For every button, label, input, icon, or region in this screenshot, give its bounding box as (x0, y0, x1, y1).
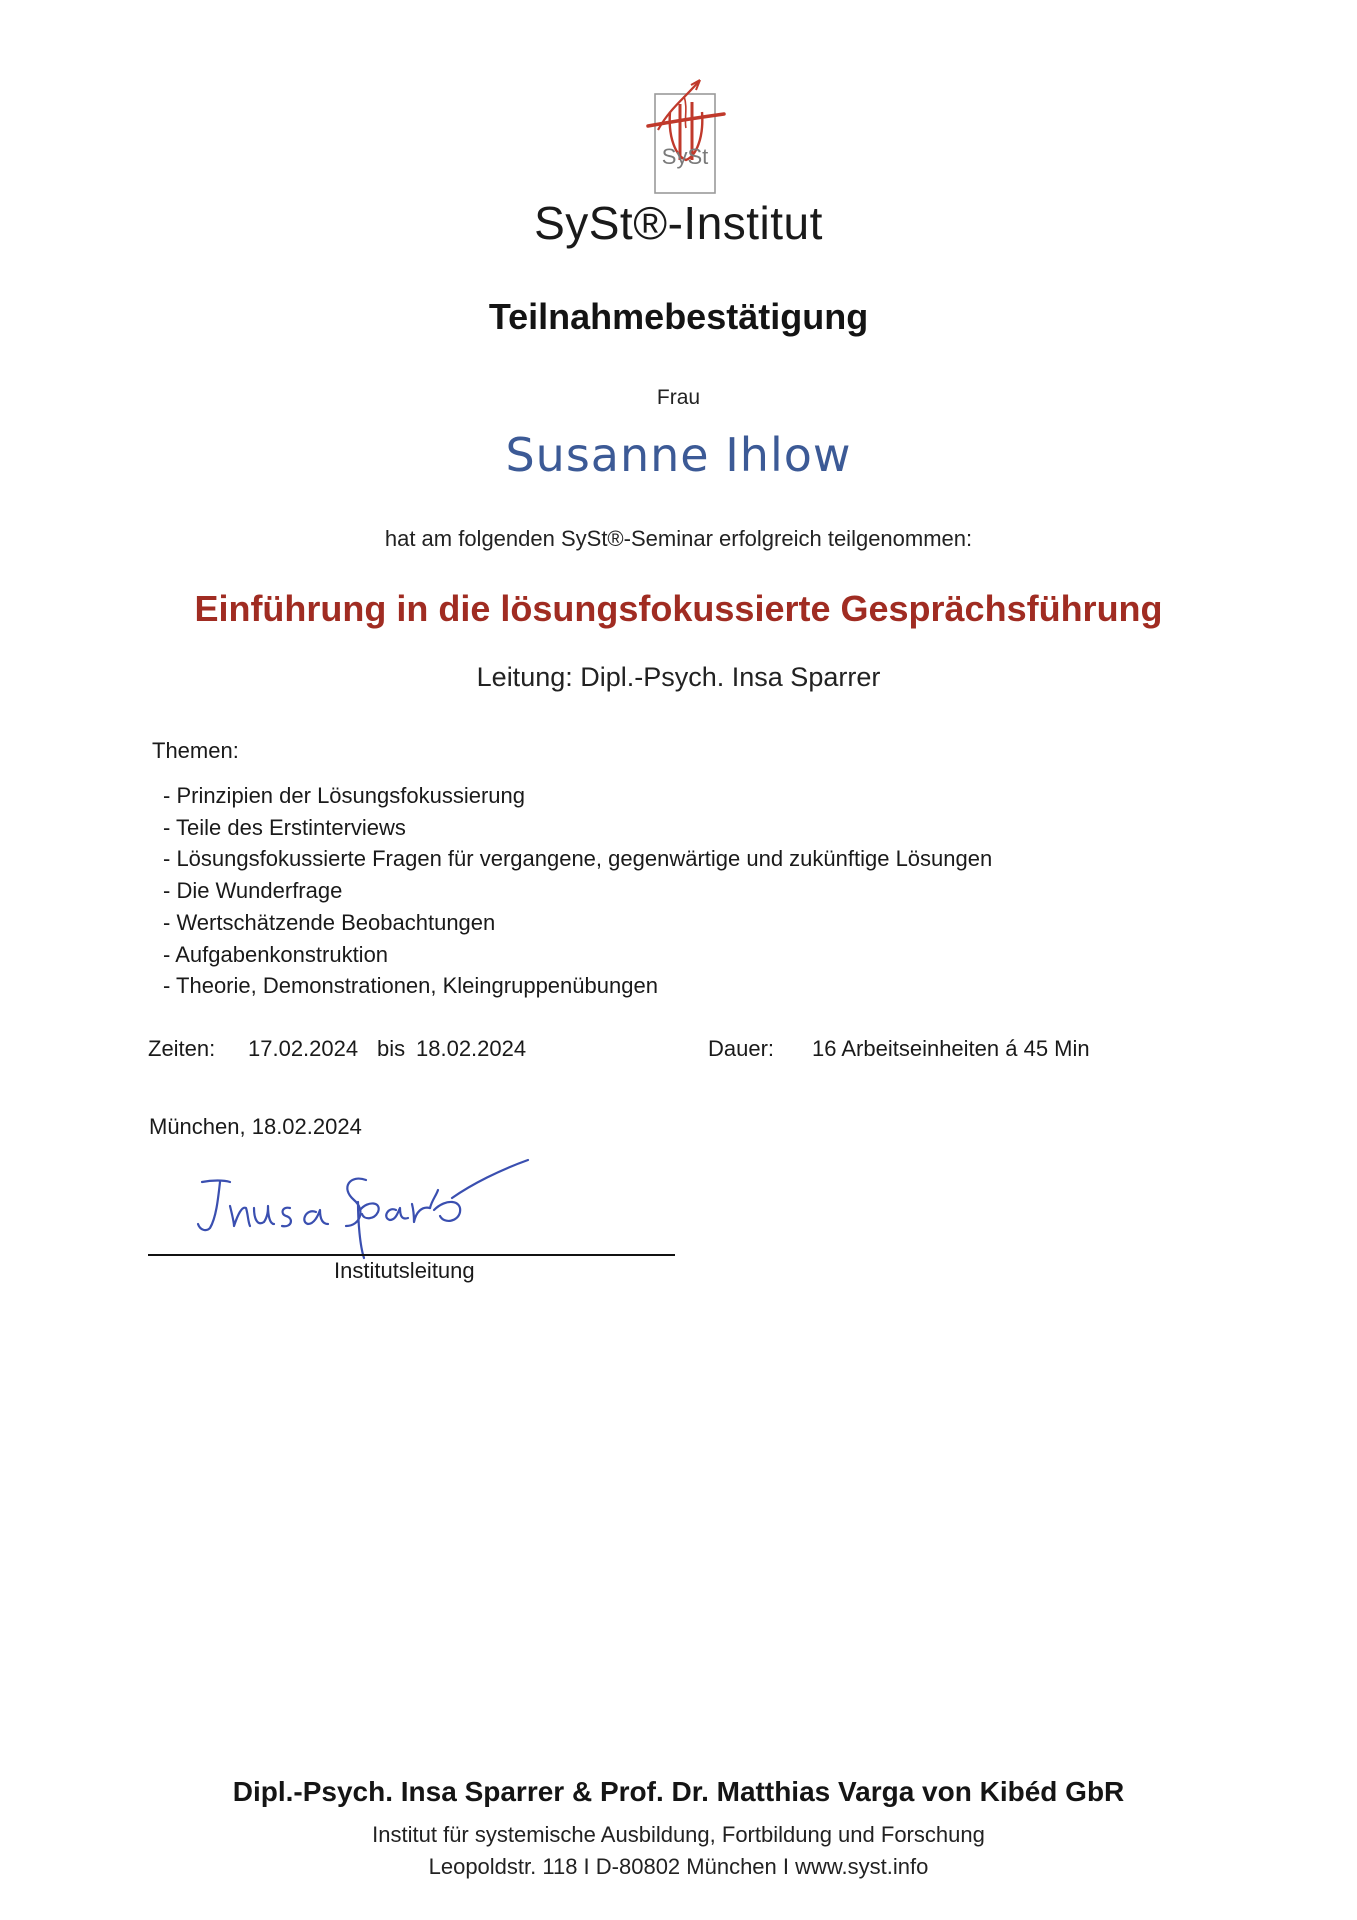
place-date: München, 18.02.2024 (149, 1114, 362, 1139)
footer-address: Leopoldstr. 118 I D-80802 München I www.syst.info (428, 1854, 929, 1879)
list-item: - Lösungsfokussierte Fragen für vergangene, gegenwärtige und zukünftige Lösungen (163, 846, 993, 872)
times-label: Zeiten: (148, 1036, 216, 1061)
logo-caption: SySt (661, 144, 709, 169)
salutation: Frau (656, 386, 701, 409)
signature-label: Institutsleitung (334, 1258, 475, 1283)
signature-line (148, 1254, 675, 1256)
seminar-title: Einführung in die lösungsfokussierte Gesprächsführung (194, 588, 1163, 629)
institute-name: SySt®-Institut (534, 197, 823, 249)
date-separator: bis (377, 1036, 406, 1061)
participant-name: Susanne Ihlow (505, 428, 852, 482)
list-item: - Theorie, Demonstrationen, Kleingruppenübungen (163, 973, 658, 999)
document-title: Teilnahmebestätigung (488, 296, 869, 337)
duration-value: 16 Arbeitseinheiten á 45 Min (812, 1036, 1090, 1061)
list-item: - Teile des Erstinterviews (163, 814, 406, 840)
intro-line: hat am folgenden SySt®-Seminar erfolgreich teilgenommen: (384, 526, 973, 551)
start-date: 17.02.2024 (248, 1036, 359, 1061)
footer-organization: Dipl.-Psych. Insa Sparrer & Prof. Dr. Matthias Varga von Kibéd GbR (232, 1776, 1125, 1807)
topics-label: Themen: (152, 738, 239, 763)
handwritten-signature (190, 1150, 530, 1260)
end-date: 18.02.2024 (416, 1036, 527, 1061)
syst-logo-icon (640, 68, 730, 198)
seminar-leader: Leitung: Dipl.-Psych. Insa Sparrer (476, 662, 881, 692)
list-item: - Die Wunderfrage (163, 878, 343, 904)
list-item: - Prinzipien der Lösungsfokussierung (163, 783, 525, 808)
duration-label: Dauer: (708, 1036, 775, 1061)
topics-list (163, 780, 992, 1002)
list-item: - Wertschätzende Beobachtungen (163, 909, 496, 935)
footer-description: Institut für systemische Ausbildung, Fortbildung und Forschung (372, 1822, 985, 1847)
list-item: - Aufgabenkonstruktion (163, 941, 389, 967)
